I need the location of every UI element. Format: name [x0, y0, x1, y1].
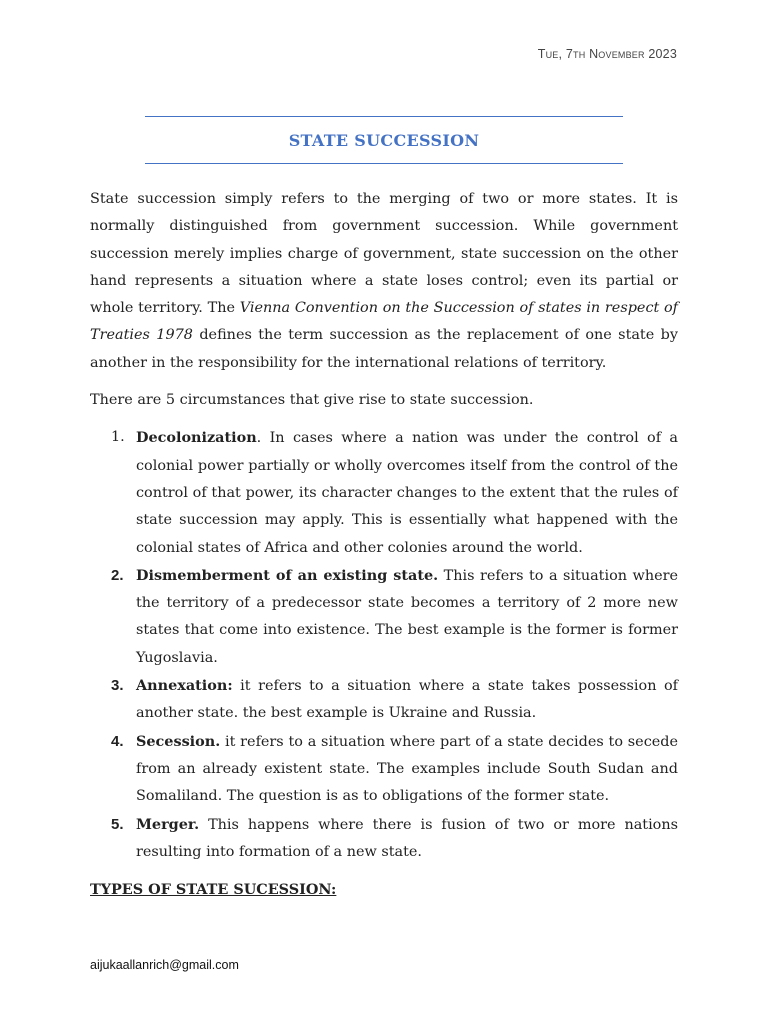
list-item-number: 1.: [111, 429, 125, 446]
header-date: Tue, 7th November 2023: [537, 47, 677, 61]
list-item: [90, 562, 678, 672]
list-item-term: Merger.: [136, 815, 200, 833]
list-item: [90, 728, 678, 811]
list-item-text: it refers to a situation where part of a state decides to secede from an already existent state. The examples include South Sudan and Somaliland. The question is as to obligations of the former state.: [136, 733, 678, 805]
intro-italic-citation: Vienna Convention on the Succession of states in respect of Treaties 1978: [90, 300, 678, 344]
list-item-text: This refers to a situation where the territory of a predecessor state becomes a territory of 2 more new states that come into existence. The best example is the former is former Yugoslavia.: [136, 567, 678, 666]
title-block: [145, 116, 623, 164]
list-item: [90, 811, 678, 867]
list-item-number: 2.: [111, 566, 124, 584]
intro-text-part1: State succession simply refers to the merging of two or more states. It is normally distinguished from government succession. While government succession merely implies charge of government, state succession on the other hand represents a situation where a state loses control; even its partial or whole territory. The: [90, 191, 678, 317]
circumstances-list: [90, 424, 678, 866]
title-top-rule: [145, 116, 623, 117]
list-item: [90, 424, 678, 561]
list-item-text: . In cases where a nation was under the control of a colonial power partially or wholly overcomes itself from the control of the control of that power, its character changes to the extent that the rules of state succession may apply. This is essentially what happened with the colonial states of Africa and other colonies around the world.: [136, 430, 678, 556]
circumstances-intro: There are 5 circumstances that give rise to state succession.: [90, 392, 534, 409]
list-item-number: 4.: [111, 732, 124, 750]
list-item-term: Annexation:: [136, 677, 233, 695]
document-body: [90, 186, 678, 903]
page-title: STATE SUCCESSION: [288, 131, 480, 150]
footer-email: aijukaallanrich@gmail.com: [90, 958, 239, 972]
list-item-term: Secession.: [136, 732, 221, 750]
list-item-term: Dismemberment of an existing state.: [136, 566, 439, 584]
list-item: [90, 672, 678, 728]
list-item-number: 3.: [111, 677, 124, 695]
list-item-term: Decolonization: [136, 429, 257, 447]
title-bottom-rule: [145, 163, 623, 164]
list-item-text: it refers to a situation where a state takes possession of another state. the best example is Ukraine and Russia.: [136, 678, 678, 722]
list-item-text: This happens where there is fusion of two or more nations resulting into formation of a new state.: [136, 816, 678, 860]
list-item-number: 5.: [111, 815, 124, 833]
intro-text-part2: defines the term succession as the replacement of one state by another in the responsibility for the international relations of territory.: [90, 327, 678, 371]
intro-paragraph: [90, 186, 678, 377]
types-heading: TYPES OF STATE SUCESSION:: [90, 881, 337, 899]
